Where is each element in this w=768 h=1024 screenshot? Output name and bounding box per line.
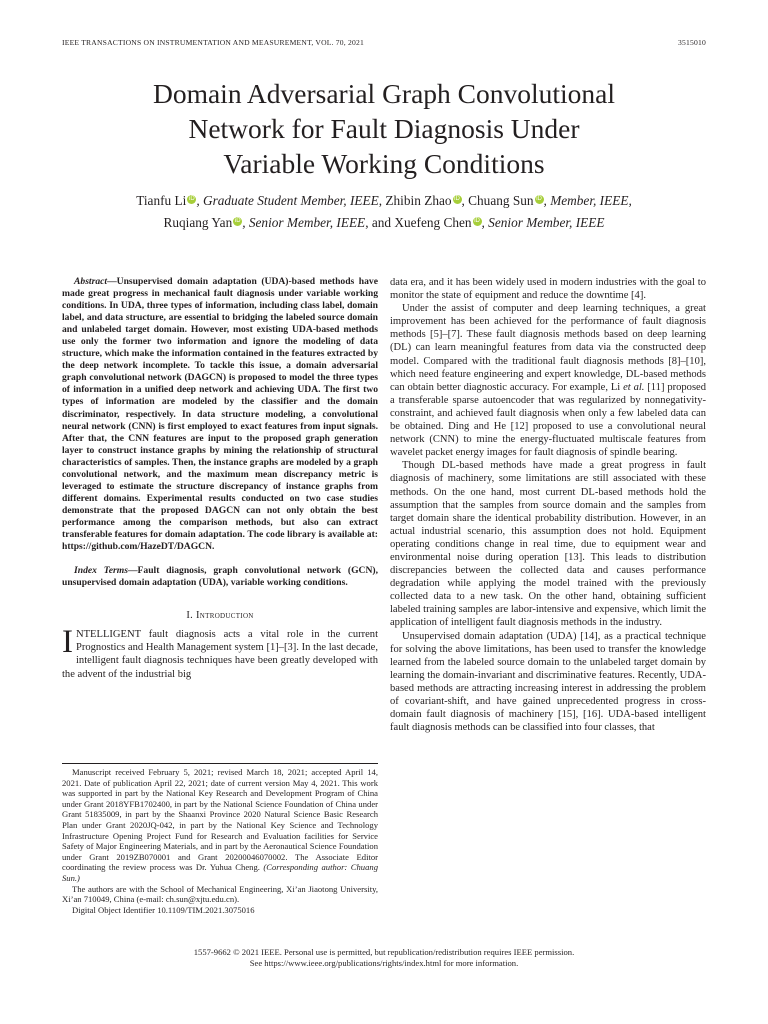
manuscript-note — [62, 767, 378, 884]
author-name: , Chuang Sun — [461, 193, 534, 208]
paper-title — [60, 76, 708, 181]
et-al: et al. — [623, 381, 645, 393]
author-name: Ruqiang Yan — [163, 215, 233, 230]
author-name: Tianfu Li — [136, 193, 187, 208]
section-title: Introduction — [196, 610, 254, 622]
copyright-line-2: See https://www.ieee.org/publications/rights/index.html for more information. — [249, 958, 519, 968]
drop-cap: I — [62, 624, 73, 661]
author-name: , Zhibin Zhao — [378, 193, 452, 208]
body-paragraph — [390, 302, 706, 459]
copyright-line-1: 1557-9662 © 2021 IEEE. Personal use is permitted, but republication/redistribution requires IEEE permission. — [193, 947, 575, 957]
title-line-2: Network for Fault Diagnosis Under — [188, 113, 580, 144]
footnote-rule — [62, 763, 378, 764]
body-text: Under the assist of computer and deep learning techniques, a great improvement has been achieved for the performance of fault diagnosis methods [5]–[7]. These fault diagnosis methods based on deep learning (DL) can learn meaningful features from data via the constructed deep model. Compared with the traditional fault diagnosis methods [8]–[10], which need feature engineering and expert knowledge, DL-based methods can obtain better diagnostic accuracy. For example, Li — [390, 303, 706, 393]
body-text: [11] proposed a transferable sparse autoencoder that was regularized by nonnegativity-constraint, and achieved fault diagnosis when only a few labeled data can be obtained. Ding and He [12] proposed to use a convolutional neural network (CNN) to mine the energy-fluctuated multiscale features from wavelet packet energy images for fault diagnosis of spindle bearing. — [390, 381, 706, 459]
intro-paragraph — [62, 624, 378, 680]
abstract-lead: Abstract — [74, 276, 108, 287]
body-paragraph: Though DL-based methods have made a great progress in fault diagnosis of machinery, some limitations are still associated with these methods. On the one hand, most current DL-based methods hold the assumption that the samples from source domain and the samples from target domain share the identical probability distribution. However, in an actual industrial scenario, this assumption does not hold. Equipment operating conditions change in real time, due to equipment wear and environmental noise during operation [13]. This leads to distribution discrepancies between the collected data and causes performance degradation while applying the model trained with the previously collected data to a new task. On the other hand, obtaining sufficient labeled training samples are labor-intensive and expensive, which limit the application of intelligent fault diagnosis methods in the industry. — [390, 460, 706, 629]
doi-note: Digital Object Identifier 10.1109/TIM.2021.3075016 — [72, 904, 255, 915]
body-paragraph: data era, and it has been widely used in modern industries with the goal to monitor the state of equipment and reduce the downtime [4]. — [390, 277, 706, 302]
journal-name: IEEE TRANSACTIONS ON INSTRUMENTATION AND MEASUREMENT, VOL. 70, 2021 — [62, 38, 364, 47]
index-terms-text: Fault diagnosis, graph convolutional network (GCN), unsupervised domain adaptation (UDA), variable working conditions. — [62, 565, 378, 589]
author-affiliation: , Member, IEEE, — [543, 193, 632, 208]
first-page-footnote — [62, 767, 378, 915]
title-line-1: Domain Adversarial Graph Convolutional — [152, 78, 616, 109]
author-affiliation: , Senior Member, IEEE — [481, 215, 605, 230]
title-line-3: Variable Working Conditions — [223, 148, 545, 179]
orcid-icon[interactable]: iD — [536, 196, 542, 202]
orcid-icon[interactable]: iD — [188, 196, 195, 202]
intro-text: fault diagnosis acts a vital role in the current Prognostics and Health Management system [1]–[3]. In the last decade, intelligent fault diagnosis techniques have been greatly developed with the advent of the industrial big — [62, 629, 378, 680]
article-number: 3515010 — [678, 38, 706, 47]
manuscript-note-text: Manuscript received February 5, 2021; revised March 18, 2021; accepted April 14, 2021. Date of publication April 22, 2021; date of current version May 4, 2021. This work was supported in part by the National Key Research and Development Program of China under Grant 2018YFB1702400, in part by the National Science Foundation of China under Grant 51835009, in part by the Shaanxi Province 2020 Natural Science Basic Research Plan under Grant 2020JQ-042, in part by the National Key Science and Technology Infrastructure Opening Project Fund for Research and Evaluation facilities for Service Safety of Major Engineering Materials, and in part by the Aeronautical Science Foundation under Grant 2019ZB070001 and Grant 20200046070002. The Associate Editor coordinating the review process was Dr. Yuhua Cheng. — [62, 767, 378, 873]
body-paragraph: Unsupervised domain adaptation (UDA) [14], as a practical technique for solving the above limitations, has been used to transfer the knowledge learned from the labeled source domain to the unlabeled target domain by learning the domain-invariant and discriminative features. Recently, UDA-based methods are attracting increasing interest in addressing the problem of covariant-shift, and have gained unprecedented progress in cross-domain fault diagnosis of machinery [15], [16]. UDA-based intelligent fault diagnosis methods can be classified into four classes, that — [390, 630, 706, 734]
abstract-dash: — — [107, 276, 117, 287]
orcid-icon[interactable]: iD — [234, 218, 241, 224]
author-affiliation: , Graduate Student Member, IEEE — [196, 193, 379, 208]
section-heading — [62, 609, 378, 622]
author-list — [70, 190, 698, 234]
orcid-icon[interactable]: iD — [454, 196, 460, 202]
orcid-icon[interactable]: iD — [474, 218, 480, 224]
first-word: NTELLIGENT — [76, 629, 141, 641]
abstract-text: Unsupervised domain adaptation (UDA)-based methods have made great progress in mechanical fault diagnosis under variable working conditions. In UDA, three types of information, including class label, domain label, and data structure, are essential to bridging the labeled source domain and unlabeled target domain. However, most existing UDA-based methods use only the former two information and ignore the modeling of data structure, which make the information contained in the features extracted by the deep network incomplete. To tackle this issue, a domain adversarial graph convolutional network (DAGCN) is proposed to model the three types of information in a unified deep network and achieving UDA. The first two types of information are modeled by the classifier and the domain discriminator, respectively. In data structure modeling, a convolutional neural network (CNN) is first employed to exact features from input signals. After that, the CNN features are input to the proposed graph generation layer to construct instance graphs by mining the relationship of structural characteristics of samples. Then, the instance graphs are modeled by a graph convolutional network, and the maximum mean discrepancy metric is leveraged to estimate the structure discrepancy of instance graphs from different domains. Experimental results conducted on two case studies demonstrate that the proposed DAGCN can not only obtain the best performance among the comparison methods, but also can extract transferable features for domain adaptation. The code library is available at: https://github.com/HazeDT/DAGCN. — [62, 276, 378, 553]
running-head — [62, 38, 706, 50]
abstract — [62, 276, 378, 553]
index-terms-lead: Index Terms — [74, 565, 128, 577]
right-column — [390, 276, 706, 734]
affiliation-note: The authors are with the School of Mechanical Engineering, Xi’an Jiaotong University, Xi’an 710049, China (e-mail: ch.sun@xjtu.edu.cn). — [62, 883, 378, 905]
copyright-notice — [0, 947, 768, 969]
author-name: , and Xuefeng Chen — [365, 215, 472, 230]
index-terms-dash: — — [127, 565, 138, 577]
section-number: I. — [186, 610, 194, 622]
index-terms — [62, 565, 378, 589]
author-affiliation: , Senior Member, IEEE — [242, 215, 366, 230]
corresponding-author: (Corresponding author: Chuang Sun.) — [62, 862, 378, 883]
left-column — [62, 276, 378, 681]
